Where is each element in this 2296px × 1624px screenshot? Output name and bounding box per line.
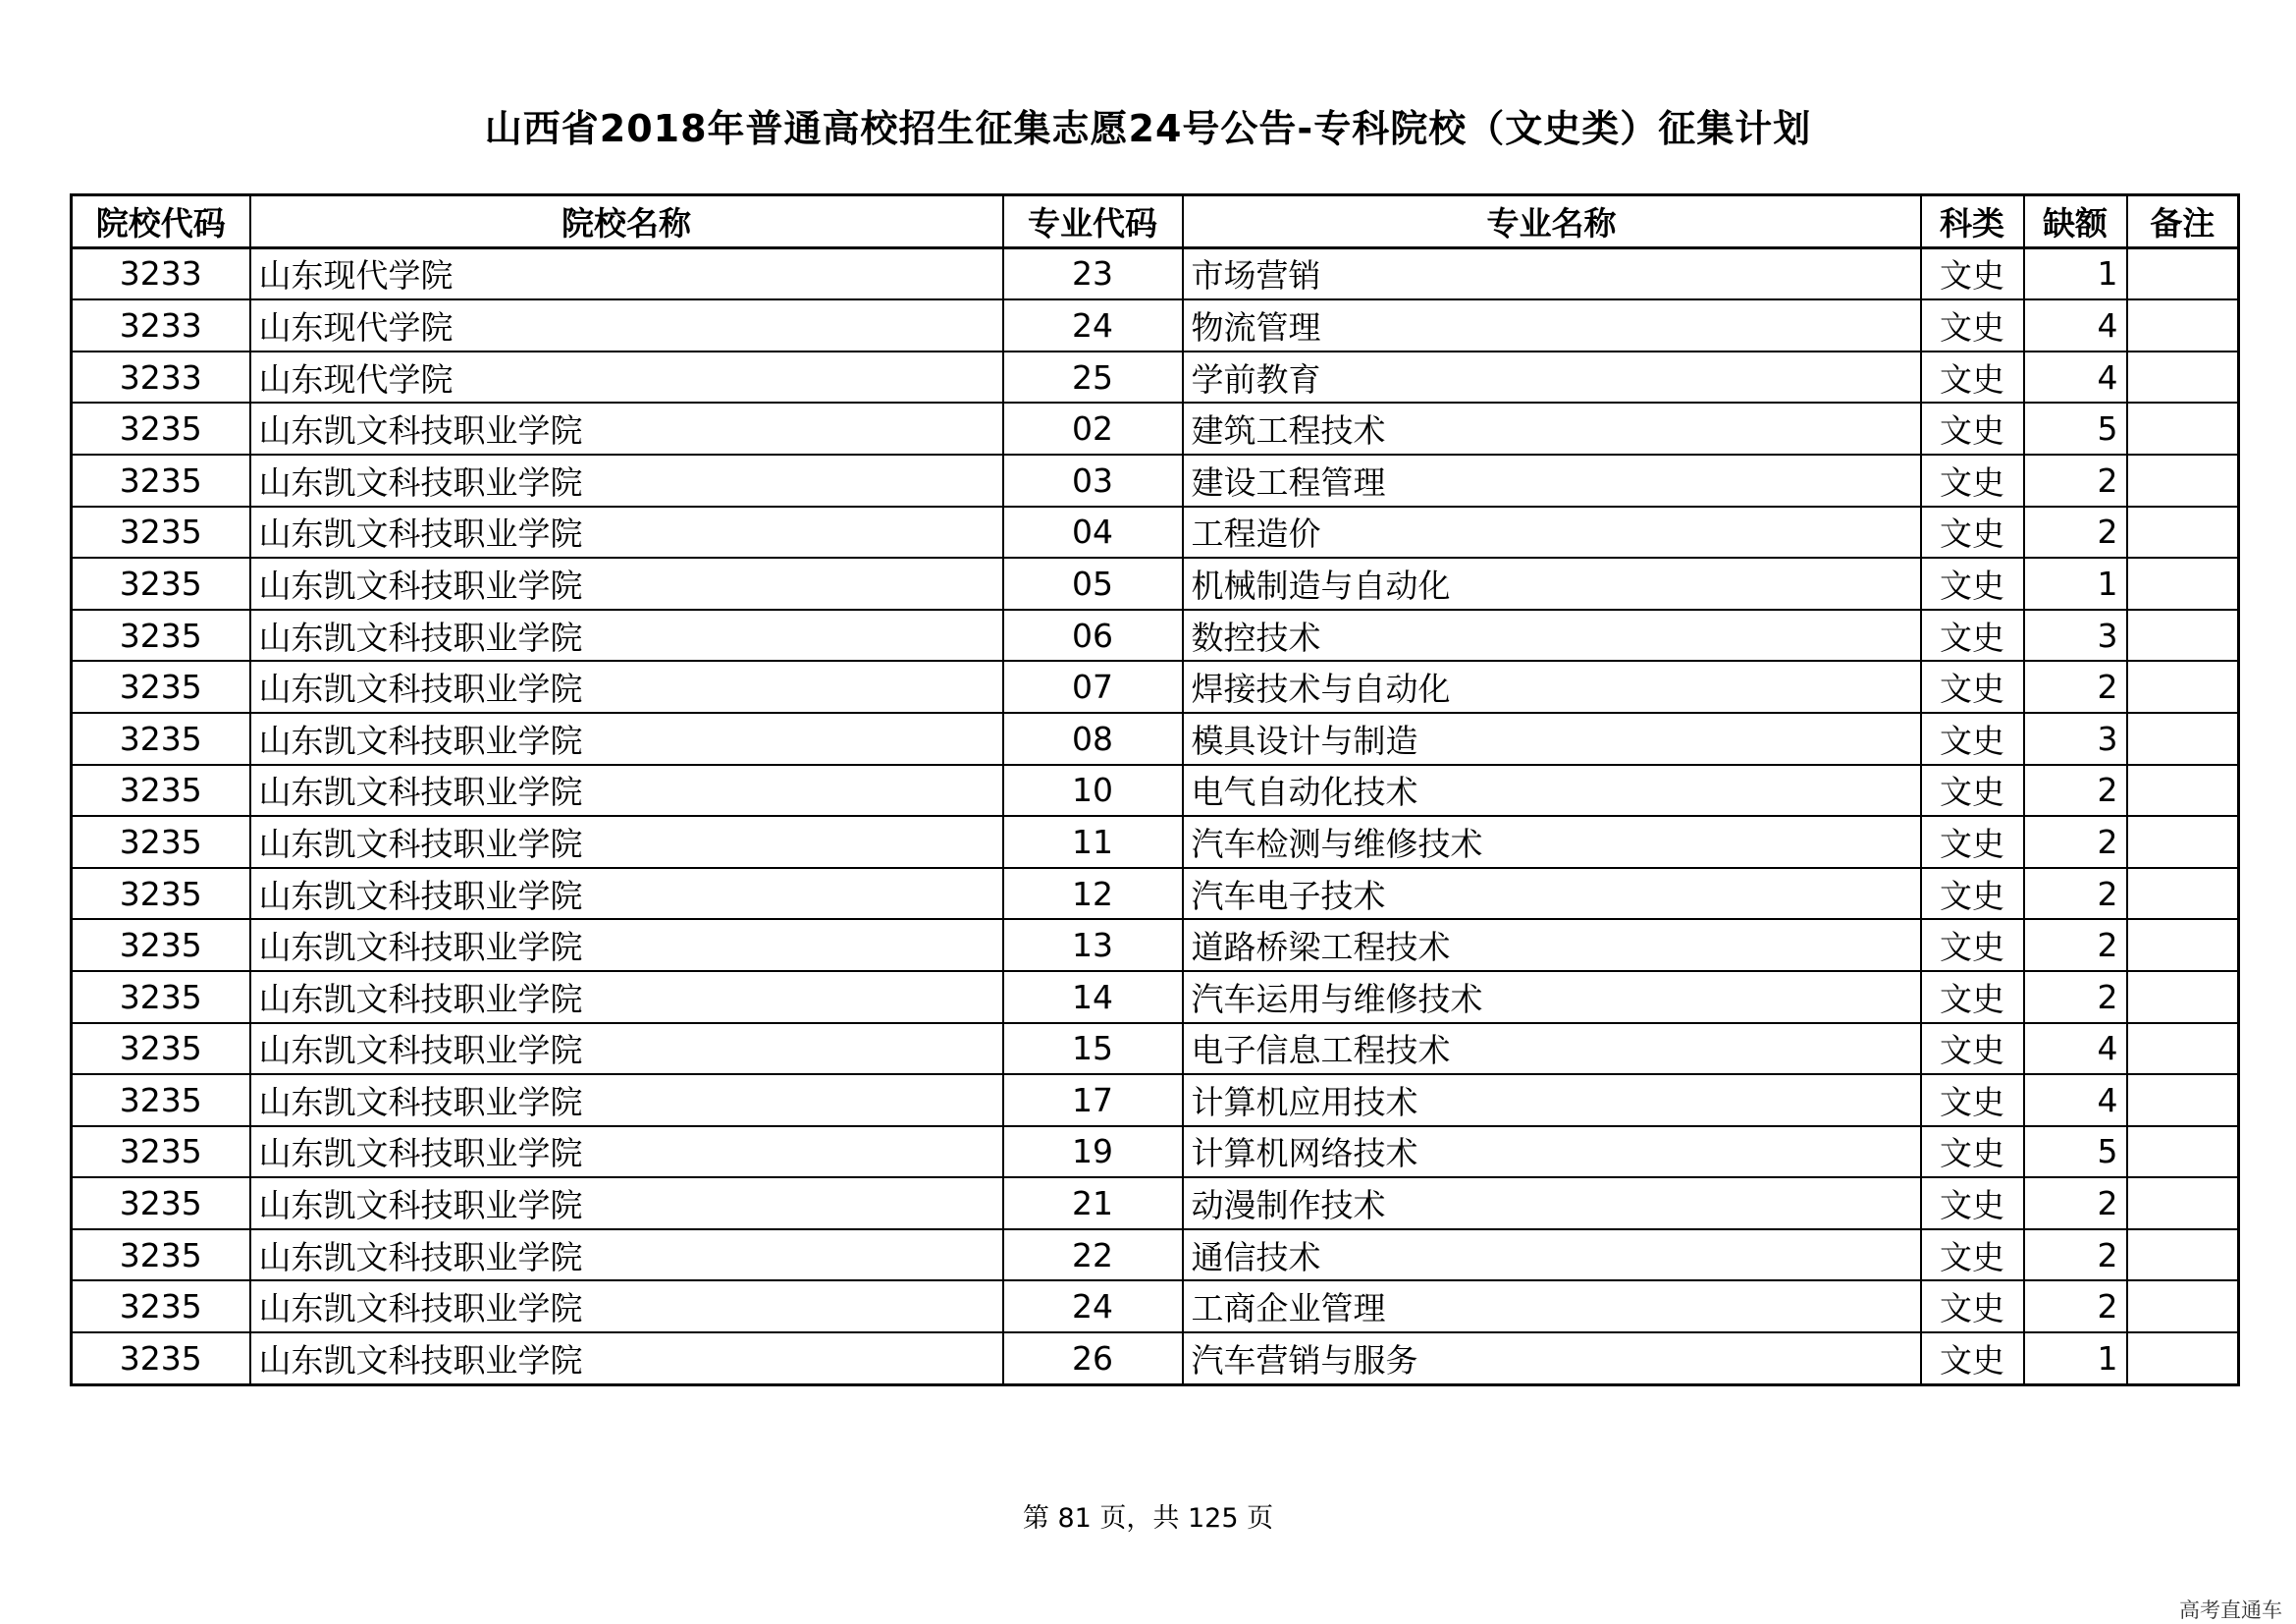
cell-remark <box>2127 1177 2239 1229</box>
cell-major-name: 汽车检测与维修技术 <box>1183 816 1921 868</box>
cell-category: 文史 <box>1921 1177 2024 1229</box>
cell-major-code: 07 <box>1003 661 1183 713</box>
cell-remark <box>2127 610 2239 662</box>
cell-major-code: 13 <box>1003 919 1183 971</box>
table-row <box>72 1332 2239 1384</box>
cell-major-name: 建设工程管理 <box>1183 455 1921 507</box>
table-row <box>72 868 2239 920</box>
cell-school-name: 山东凯文科技职业学院 <box>250 1023 1003 1075</box>
cell-quota: 1 <box>2024 558 2127 610</box>
cell-major-name: 计算机网络技术 <box>1183 1126 1921 1178</box>
cell-remark <box>2127 971 2239 1023</box>
cell-school-code: 3235 <box>72 507 250 559</box>
header-school-name: 院校名称 <box>250 195 1003 248</box>
cell-quota: 2 <box>2024 455 2127 507</box>
cell-major-code: 25 <box>1003 352 1183 404</box>
cell-major-code: 02 <box>1003 403 1183 455</box>
table-row <box>72 1280 2239 1332</box>
table-row <box>72 352 2239 404</box>
cell-school-name: 山东凯文科技职业学院 <box>250 816 1003 868</box>
cell-remark <box>2127 352 2239 404</box>
cell-major-name: 工商企业管理 <box>1183 1280 1921 1332</box>
cell-category: 文史 <box>1921 1280 2024 1332</box>
cell-school-code: 3233 <box>72 299 250 352</box>
cell-major-name: 物流管理 <box>1183 299 1921 352</box>
cell-major-name: 模具设计与制造 <box>1183 713 1921 765</box>
cell-major-code: 05 <box>1003 558 1183 610</box>
cell-remark <box>2127 299 2239 352</box>
cell-quota: 5 <box>2024 1126 2127 1178</box>
cell-school-name: 山东凯文科技职业学院 <box>250 1177 1003 1229</box>
cell-category: 文史 <box>1921 610 2024 662</box>
cell-school-name: 山东凯文科技职业学院 <box>250 1126 1003 1178</box>
cell-school-name: 山东凯文科技职业学院 <box>250 558 1003 610</box>
cell-remark <box>2127 661 2239 713</box>
cell-school-code: 3235 <box>72 971 250 1023</box>
cell-major-code: 15 <box>1003 1023 1183 1075</box>
cell-quota: 4 <box>2024 1023 2127 1075</box>
cell-quota: 3 <box>2024 610 2127 662</box>
cell-school-code: 3235 <box>72 919 250 971</box>
cell-school-name: 山东凯文科技职业学院 <box>250 403 1003 455</box>
cell-major-name: 道路桥梁工程技术 <box>1183 919 1921 971</box>
cell-remark <box>2127 558 2239 610</box>
cell-category: 文史 <box>1921 765 2024 817</box>
cell-category: 文史 <box>1921 661 2024 713</box>
header-major-name: 专业名称 <box>1183 195 1921 248</box>
cell-school-code: 3235 <box>72 765 250 817</box>
cell-school-name: 山东凯文科技职业学院 <box>250 1074 1003 1126</box>
cell-major-name: 建筑工程技术 <box>1183 403 1921 455</box>
cell-quota: 2 <box>2024 661 2127 713</box>
table-row <box>72 299 2239 352</box>
cell-remark <box>2127 868 2239 920</box>
cell-major-name: 数控技术 <box>1183 610 1921 662</box>
cell-category: 文史 <box>1921 352 2024 404</box>
page-title: 山西省2018年普通高校招生征集志愿24号公告-专科院校（文史类）征集计划 <box>484 107 1812 150</box>
cell-category: 文史 <box>1921 1126 2024 1178</box>
cell-major-code: 06 <box>1003 610 1183 662</box>
cell-school-code: 3235 <box>72 1280 250 1332</box>
cell-school-code: 3235 <box>72 661 250 713</box>
cell-remark <box>2127 1332 2239 1384</box>
cell-remark <box>2127 919 2239 971</box>
cell-category: 文史 <box>1921 247 2024 299</box>
cell-major-code: 24 <box>1003 299 1183 352</box>
header-remark: 备注 <box>2127 195 2239 248</box>
cell-category: 文史 <box>1921 1332 2024 1384</box>
cell-quota: 2 <box>2024 507 2127 559</box>
cell-school-code: 3235 <box>72 455 250 507</box>
cell-school-code: 3235 <box>72 1332 250 1384</box>
cell-major-code: 03 <box>1003 455 1183 507</box>
cell-remark <box>2127 455 2239 507</box>
cell-school-code: 3235 <box>72 403 250 455</box>
cell-quota: 2 <box>2024 1229 2127 1281</box>
cell-school-name: 山东现代学院 <box>250 247 1003 299</box>
cell-quota: 2 <box>2024 1177 2127 1229</box>
cell-major-name: 汽车运用与维修技术 <box>1183 971 1921 1023</box>
cell-school-code: 3233 <box>72 352 250 404</box>
cell-category: 文史 <box>1921 971 2024 1023</box>
cell-quota: 2 <box>2024 765 2127 817</box>
cell-school-name: 山东凯文科技职业学院 <box>250 868 1003 920</box>
cell-school-code: 3235 <box>72 1229 250 1281</box>
cell-major-code: 10 <box>1003 765 1183 817</box>
cell-quota: 1 <box>2024 247 2127 299</box>
cell-major-name: 电气自动化技术 <box>1183 765 1921 817</box>
cell-remark <box>2127 765 2239 817</box>
cell-remark <box>2127 403 2239 455</box>
cell-school-name: 山东凯文科技职业学院 <box>250 919 1003 971</box>
cell-category: 文史 <box>1921 713 2024 765</box>
cell-remark <box>2127 247 2239 299</box>
cell-remark <box>2127 1280 2239 1332</box>
cell-major-code: 23 <box>1003 247 1183 299</box>
cell-school-code: 3235 <box>72 1023 250 1075</box>
cell-category: 文史 <box>1921 919 2024 971</box>
cell-major-code: 14 <box>1003 971 1183 1023</box>
cell-category: 文史 <box>1921 1074 2024 1126</box>
table-row <box>72 816 2239 868</box>
cell-major-name: 通信技术 <box>1183 1229 1921 1281</box>
cell-category: 文史 <box>1921 299 2024 352</box>
cell-major-name: 动漫制作技术 <box>1183 1177 1921 1229</box>
cell-major-name: 工程造价 <box>1183 507 1921 559</box>
cell-school-code: 3235 <box>72 1074 250 1126</box>
header-quota: 缺额 <box>2024 195 2127 248</box>
cell-major-code: 26 <box>1003 1332 1183 1384</box>
table-body <box>72 247 2239 1384</box>
cell-school-code: 3235 <box>72 558 250 610</box>
cell-school-name: 山东现代学院 <box>250 299 1003 352</box>
table-row <box>72 507 2239 559</box>
page-number: 第 81 页，共 125 页 <box>1022 1503 1274 1534</box>
header-school-code: 院校代码 <box>72 195 250 248</box>
cell-school-name: 山东凯文科技职业学院 <box>250 713 1003 765</box>
cell-category: 文史 <box>1921 816 2024 868</box>
cell-school-code: 3235 <box>72 1177 250 1229</box>
cell-quota: 2 <box>2024 868 2127 920</box>
cell-major-name: 汽车营销与服务 <box>1183 1332 1921 1384</box>
table-row <box>72 610 2239 662</box>
cell-major-name: 机械制造与自动化 <box>1183 558 1921 610</box>
cell-major-code: 08 <box>1003 713 1183 765</box>
table-row <box>72 713 2239 765</box>
cell-school-name: 山东凯文科技职业学院 <box>250 1229 1003 1281</box>
cell-major-name: 计算机应用技术 <box>1183 1074 1921 1126</box>
cell-category: 文史 <box>1921 403 2024 455</box>
table-row <box>72 403 2239 455</box>
cell-quota: 4 <box>2024 1074 2127 1126</box>
cell-remark <box>2127 1126 2239 1178</box>
cell-school-name: 山东凯文科技职业学院 <box>250 610 1003 662</box>
cell-major-code: 04 <box>1003 507 1183 559</box>
cell-remark <box>2127 1023 2239 1075</box>
table-row <box>72 1074 2239 1126</box>
cell-major-code: 24 <box>1003 1280 1183 1332</box>
enrollment-plan-table <box>70 193 2240 1386</box>
cell-major-name: 市场营销 <box>1183 247 1921 299</box>
cell-major-name: 学前教育 <box>1183 352 1921 404</box>
cell-remark <box>2127 1074 2239 1126</box>
cell-major-name: 电子信息工程技术 <box>1183 1023 1921 1075</box>
cell-quota: 4 <box>2024 299 2127 352</box>
table-row <box>72 1023 2239 1075</box>
header-major-code: 专业代码 <box>1003 195 1183 248</box>
cell-major-name: 焊接技术与自动化 <box>1183 661 1921 713</box>
table-row <box>72 1229 2239 1281</box>
cell-quota: 2 <box>2024 971 2127 1023</box>
cell-remark <box>2127 713 2239 765</box>
table-header-row <box>72 195 2239 248</box>
cell-quota: 3 <box>2024 713 2127 765</box>
table-row <box>72 971 2239 1023</box>
cell-school-name: 山东凯文科技职业学院 <box>250 1280 1003 1332</box>
cell-major-code: 17 <box>1003 1074 1183 1126</box>
cell-school-code: 3233 <box>72 247 250 299</box>
table-row <box>72 1126 2239 1178</box>
table-row <box>72 558 2239 610</box>
table-row <box>72 919 2239 971</box>
cell-major-name: 汽车电子技术 <box>1183 868 1921 920</box>
watermark: 高考直通车 <box>2179 1598 2282 1622</box>
cell-school-code: 3235 <box>72 713 250 765</box>
cell-quota: 2 <box>2024 1280 2127 1332</box>
cell-school-code: 3235 <box>72 816 250 868</box>
cell-quota: 2 <box>2024 816 2127 868</box>
cell-category: 文史 <box>1921 507 2024 559</box>
cell-remark <box>2127 816 2239 868</box>
table-row <box>72 1177 2239 1229</box>
cell-category: 文史 <box>1921 868 2024 920</box>
cell-school-name: 山东凯文科技职业学院 <box>250 1332 1003 1384</box>
cell-remark <box>2127 1229 2239 1281</box>
cell-major-code: 11 <box>1003 816 1183 868</box>
cell-quota: 4 <box>2024 352 2127 404</box>
table-row <box>72 765 2239 817</box>
cell-quota: 1 <box>2024 1332 2127 1384</box>
cell-remark <box>2127 507 2239 559</box>
cell-school-code: 3235 <box>72 868 250 920</box>
cell-category: 文史 <box>1921 455 2024 507</box>
table-row <box>72 455 2239 507</box>
cell-school-name: 山东凯文科技职业学院 <box>250 455 1003 507</box>
cell-quota: 2 <box>2024 919 2127 971</box>
table-row <box>72 661 2239 713</box>
cell-major-code: 19 <box>1003 1126 1183 1178</box>
table-row <box>72 247 2239 299</box>
cell-major-code: 21 <box>1003 1177 1183 1229</box>
cell-major-code: 12 <box>1003 868 1183 920</box>
cell-school-name: 山东凯文科技职业学院 <box>250 765 1003 817</box>
cell-school-name: 山东凯文科技职业学院 <box>250 507 1003 559</box>
cell-quota: 5 <box>2024 403 2127 455</box>
cell-major-code: 22 <box>1003 1229 1183 1281</box>
cell-school-code: 3235 <box>72 1126 250 1178</box>
cell-school-name: 山东凯文科技职业学院 <box>250 661 1003 713</box>
cell-school-name: 山东凯文科技职业学院 <box>250 971 1003 1023</box>
cell-category: 文史 <box>1921 1023 2024 1075</box>
header-category: 科类 <box>1921 195 2024 248</box>
cell-school-code: 3235 <box>72 610 250 662</box>
cell-school-name: 山东现代学院 <box>250 352 1003 404</box>
cell-category: 文史 <box>1921 558 2024 610</box>
cell-category: 文史 <box>1921 1229 2024 1281</box>
